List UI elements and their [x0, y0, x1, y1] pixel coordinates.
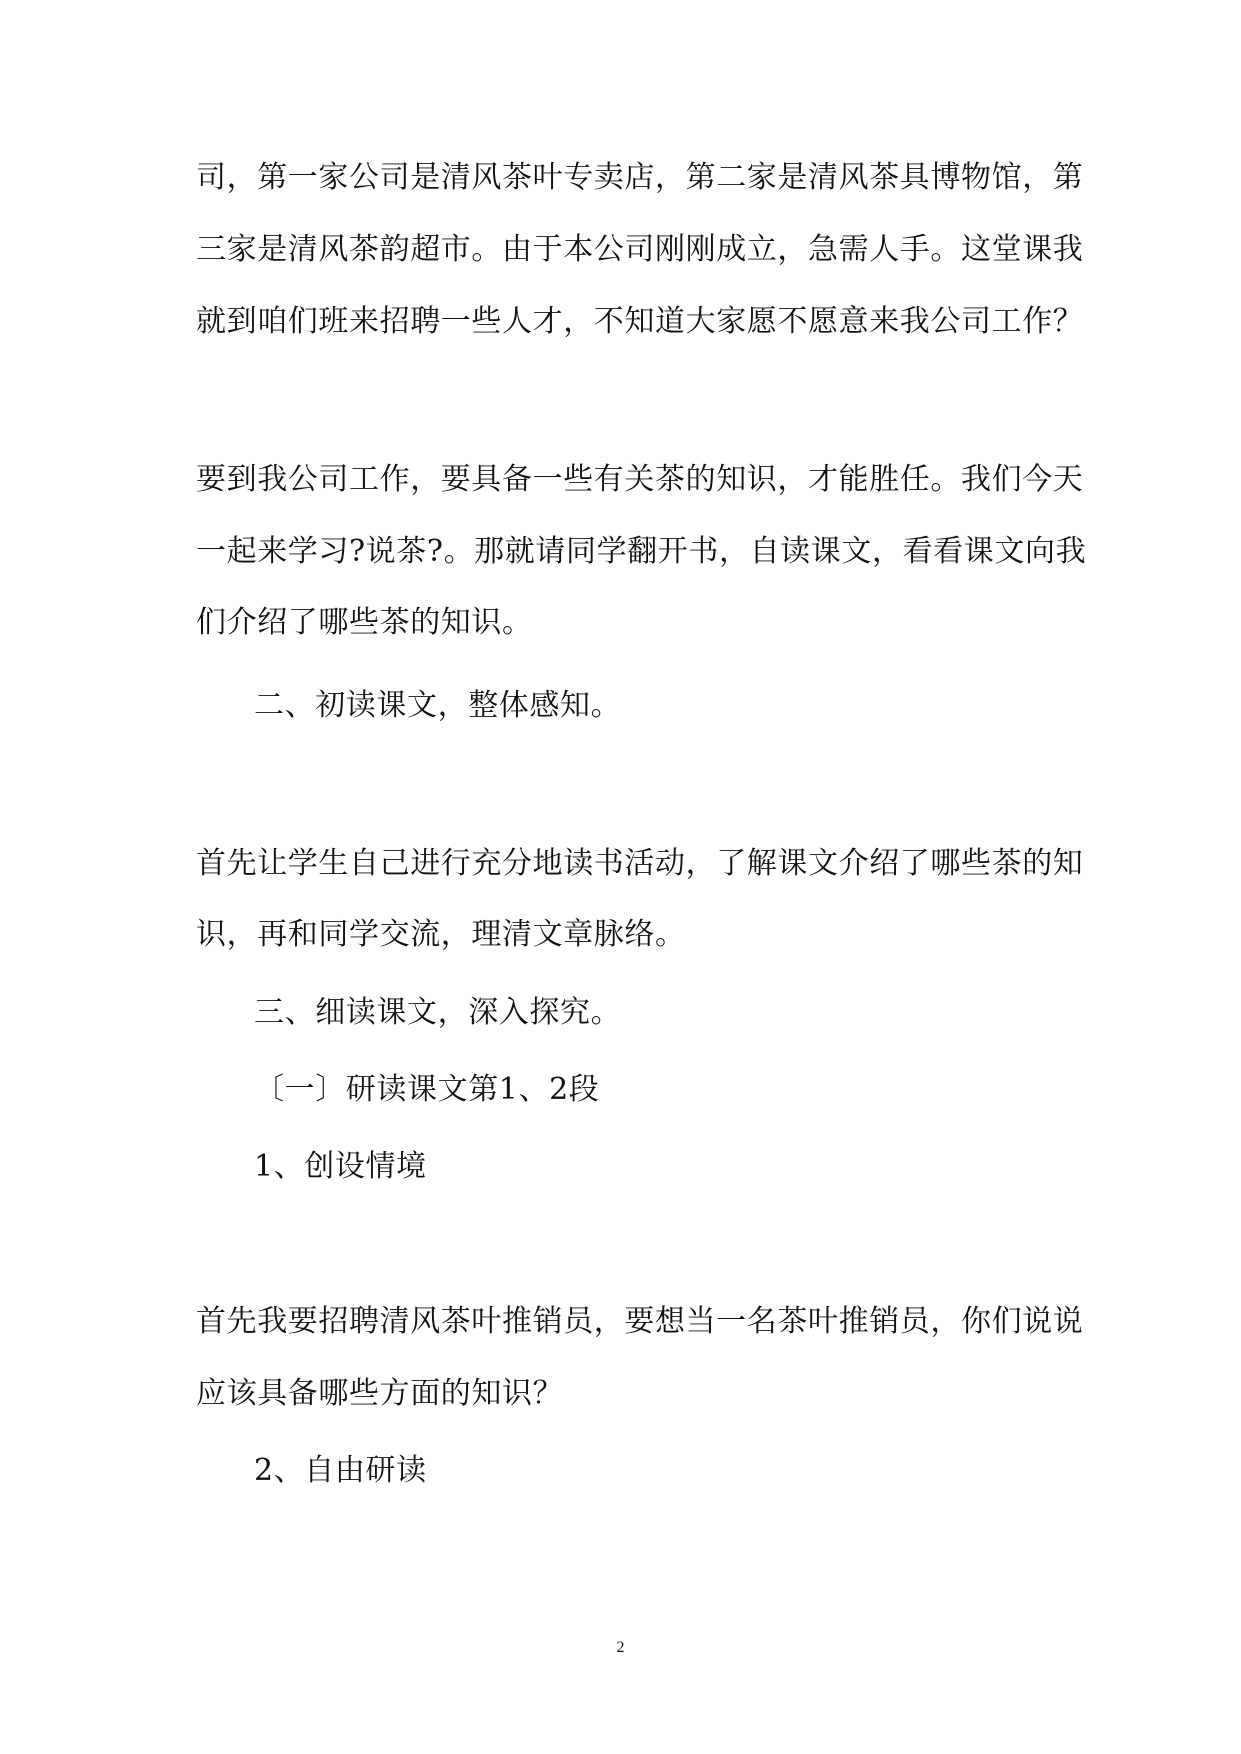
list-item: 2、自由研读 [254, 1453, 427, 1488]
subsection-heading: 〔一〕研读课文第1、2段 [254, 1072, 600, 1107]
page-number: 2 [616, 1639, 625, 1656]
text-line: 要到我公司工作，要具备一些有关茶的知识，才能胜任。我们今天 [196, 462, 1084, 497]
text-line: 首先让学生自己进行充分地读书活动，了解课文介绍了哪些茶的知 [196, 846, 1084, 881]
text-line: 们介绍了哪些茶的知识。 [196, 605, 533, 640]
section-heading: 二、初读课文，整体感知。 [254, 688, 622, 723]
section-heading: 三、细读课文，深入探究。 [254, 995, 622, 1030]
text-line: 首先我要招聘清风茶叶推销员，要想当一名茶叶推销员，你们说说 [196, 1304, 1084, 1339]
list-item: 1、创设情境 [254, 1149, 427, 1184]
text-line: 一起来学习?说茶?。那就请同学翻开书，自读课文，看看课文向我 [196, 534, 1087, 569]
text-line: 识，再和同学交流，理清文章脉络。 [196, 917, 686, 952]
text-line: 应该具备哪些方面的知识？ [196, 1376, 564, 1411]
text-line: 司，第一家公司是清风茶叶专卖店，第二家是清风茶具博物馆，第 [196, 160, 1084, 195]
text-line: 三家是清风茶韵超市。由于本公司刚刚成立，急需人手。这堂课我 [196, 232, 1084, 267]
text-line: 就到咱们班来招聘一些人才，不知道大家愿不愿意来我公司工作？ [196, 304, 1084, 339]
